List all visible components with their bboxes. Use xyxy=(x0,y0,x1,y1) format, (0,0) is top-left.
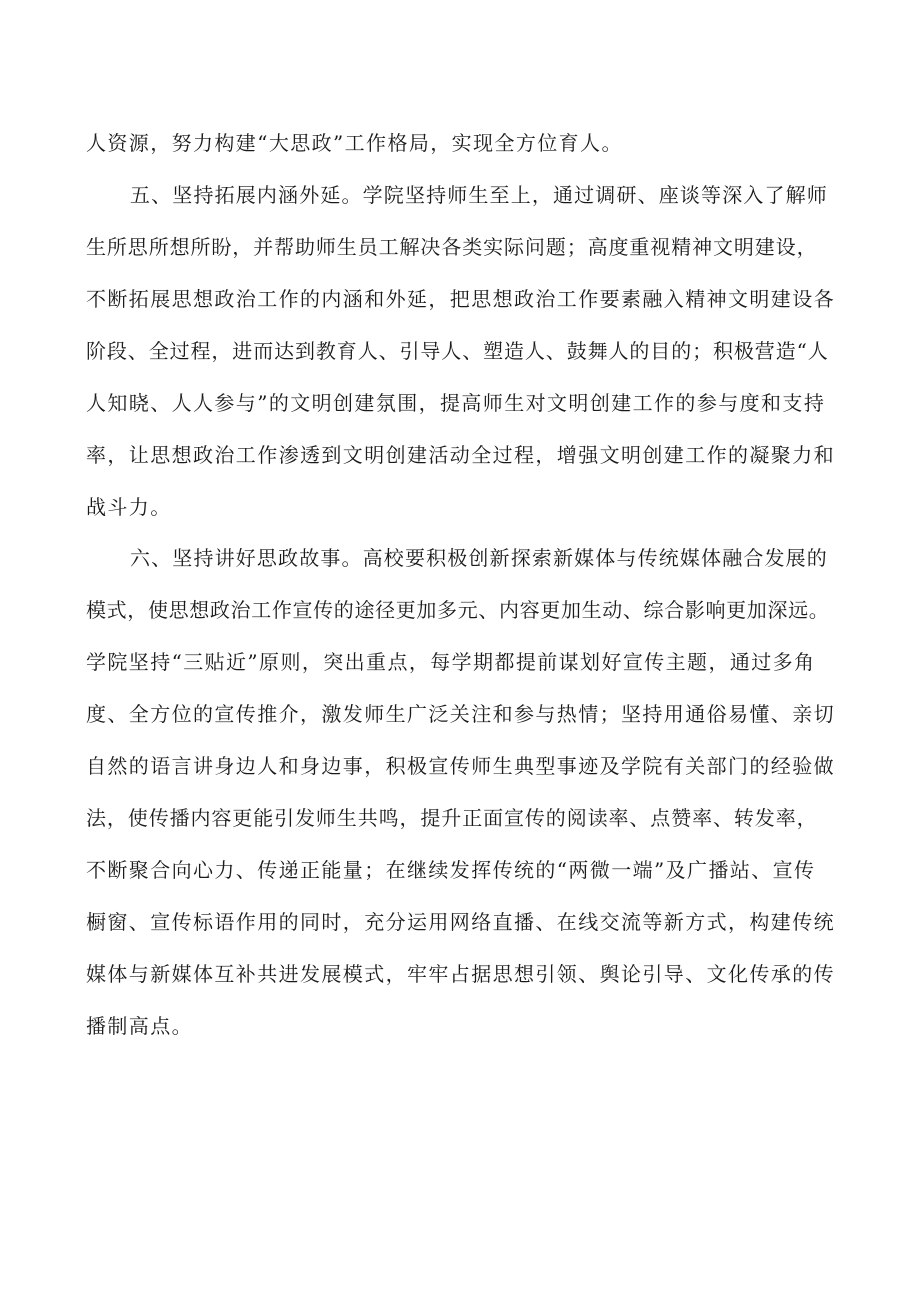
paragraph-six-line-2: 模式，使思想政治工作宣传的途径更加多元、内容更加生动、综合影响更加深远。 xyxy=(86,598,830,622)
paragraph-six-line-6: 法，使传播内容更能引发师生共鸣，提升正面宣传的阅读率、点赞率、转发率， xyxy=(86,806,818,830)
paragraph-six-line-7: 不断聚合向心力、传递正能量；在继续发挥传统的“两微一端”及广播站、宣传 xyxy=(86,858,816,882)
paragraph-six-line-10: 播制高点。 xyxy=(86,1014,193,1038)
paragraph-five-line-5: 人知晓、人人参与”的文明创建氛围，提高师生对文明创建工作的参与度和支持 xyxy=(86,391,826,415)
paragraph-six-line-4: 度、全方位的宣传推介，激发师生广泛关注和参与热情；坚持用通俗易懂、亲切 xyxy=(86,702,835,726)
paragraph-six-line-9: 媒体与新媒体互补共进发展模式，牢牢占据思想引领、舆论引导、文化传承的传 xyxy=(86,962,835,986)
paragraph-five-line-7: 战斗力。 xyxy=(86,495,172,519)
paragraph-five-line-3: 不断拓展思想政治工作的内涵和外延，把思想政治工作要素融入精神文明建设各 xyxy=(86,287,835,311)
paragraph-six-line-8: 橱窗、宣传标语作用的同时，充分运用网络直播、在线交流等新方式，构建传统 xyxy=(86,910,835,934)
paragraph-five-line-4: 阶段、全过程，进而达到教育人、引导人、塑造人、鼓舞人的目的；积极营造“人 xyxy=(86,339,829,363)
paragraph-five-line-2: 生所思所想所盼，并帮助师生员工解决各类实际问题；高度重视精神文明建设， xyxy=(86,235,818,259)
paragraph-six-line-1: 六、坚持讲好思政故事。高校要积极创新探索新媒体与传统媒体融合发展的 xyxy=(130,546,828,570)
paragraph-six-line-5: 自然的语言讲身边人和身边事，积极宣传师生典型事迹及学院有关部门的经验做 xyxy=(86,754,835,778)
paragraph-five-line-1: 五、坚持拓展内涵外延。学院坚持师生至上，通过调研、座谈等深入了解师 xyxy=(130,183,828,207)
paragraph-six-line-3: 学院坚持“三贴近”原则，突出重点，每学期都提前谋划好宣传主题，通过多角 xyxy=(86,650,816,674)
paragraph-five-line-6: 率，让思想政治工作渗透到文明创建活动全过程，增强文明创建工作的凝聚力和 xyxy=(86,443,835,467)
paragraph-continued-line-1: 人资源，努力构建“大思政”工作格局，实现全方位育人。 xyxy=(86,131,623,155)
